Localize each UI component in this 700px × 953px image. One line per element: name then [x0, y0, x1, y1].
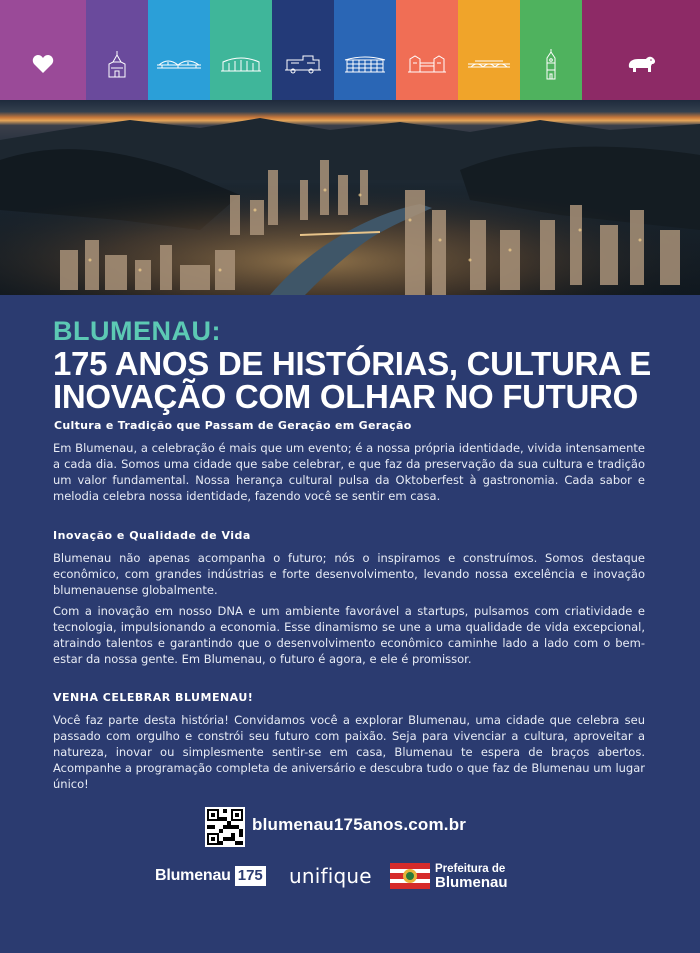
section-heading-celebrate: VENHA CELEBRAR BLUMENAU!	[53, 691, 254, 704]
stripe-heart	[0, 0, 86, 100]
stripe-gate	[396, 0, 458, 100]
stripe-bridge	[148, 0, 210, 100]
stripe-train	[272, 0, 334, 100]
gate-icon	[407, 55, 447, 73]
paragraph-invitation: Você faz parte desta história! Convidamos você a explorar Blumenau, uma cidade que celebra seu passado com orgulho e constrói seu futuro com paixão. Seja para vivenciar a cultura, aproveitar a natureza, inovar ou simplesmente sentir-se em casa, Blumenau te espera de braços abertos. Acompanhe a programação completa de aniversário e descubra tudo o que faz de Blumenau um lugar único!	[53, 713, 645, 791]
paragraph-economy: Blumenau não apenas acompanha o futuro; nós o inspiramos e construímos. Somos destaque econômico, com grandes indústrias e forte desenvolvimento, levando nossa excelência e inovação blumenauense globalmente.	[53, 551, 645, 597]
heart-icon	[32, 54, 54, 74]
qr-code-icon	[207, 809, 243, 845]
unifique-logo: unifique	[289, 864, 372, 888]
building-icon	[344, 55, 386, 73]
top-color-band	[0, 0, 700, 100]
prefeitura-label: Prefeitura de	[435, 862, 506, 875]
paragraph-culture: Em Blumenau, a celebração é mais que um evento; é a nossa própria identidade, vivida intensamente a cada dia. Somos uma cidade que sabe celebrar, e que faz da preservação da sua cultura e tradição um valor fundamental. Nossa herança cultural pulsa da Oktoberfest à gastronomia. Cada sabor e melodia celebra nossa identidade, fazendo você se sentir em casa.	[53, 441, 645, 503]
kicker-title: BLUMENAU:	[53, 316, 221, 346]
stripe-capybara	[582, 0, 700, 100]
website-link[interactable]: blumenau175anos.com.br	[252, 815, 467, 834]
section-heading-innovation: Inovação e Qualidade de Vida	[53, 529, 251, 542]
logo-blumenau-text: Blumenau	[155, 867, 231, 884]
train-icon	[283, 54, 323, 74]
arch-bridge-icon	[467, 58, 511, 70]
stripe-arch-bridge	[458, 0, 520, 100]
subheading: Cultura e Tradição que Passam de Geração em Geração	[54, 419, 412, 432]
capybara-icon	[626, 54, 656, 74]
city-skyline-illustration	[0, 100, 700, 295]
city-night-photo	[0, 100, 700, 295]
stripe-building	[334, 0, 396, 100]
hall-icon	[219, 56, 263, 72]
blumenau-flag-icon	[390, 863, 430, 889]
qr-code[interactable]	[205, 807, 245, 847]
logo-175-badge: 175	[235, 866, 266, 886]
blumenau-175-logo	[155, 862, 266, 890]
church-icon	[106, 50, 128, 78]
headline: 175 ANOS DE HISTÓRIAS, CULTURA E INOVAÇÃO COM OLHAR NO FUTURO	[53, 345, 651, 415]
prefeitura-city: Blumenau	[435, 873, 508, 891]
prefeitura-logo	[390, 862, 508, 890]
stripe-tower	[520, 0, 582, 100]
tower-icon	[544, 48, 558, 80]
paragraph-innovation: Com a inovação em nosso DNA e um ambiente favorável a startups, pulsamos com criatividade e tecnologia, impulsionando a economia. Esse dinamismo se une a uma qualidade de vida excepcional, atraindo talentos e garantindo que o desenvolvimento econômico caminhe lado a lado com o bem-estar da nossa gente. Em Blumenau, o futuro é agora, e ele é promissor.	[53, 604, 645, 666]
bridge-icon	[156, 57, 202, 71]
stripe-hall	[210, 0, 272, 100]
stripe-church	[86, 0, 148, 100]
